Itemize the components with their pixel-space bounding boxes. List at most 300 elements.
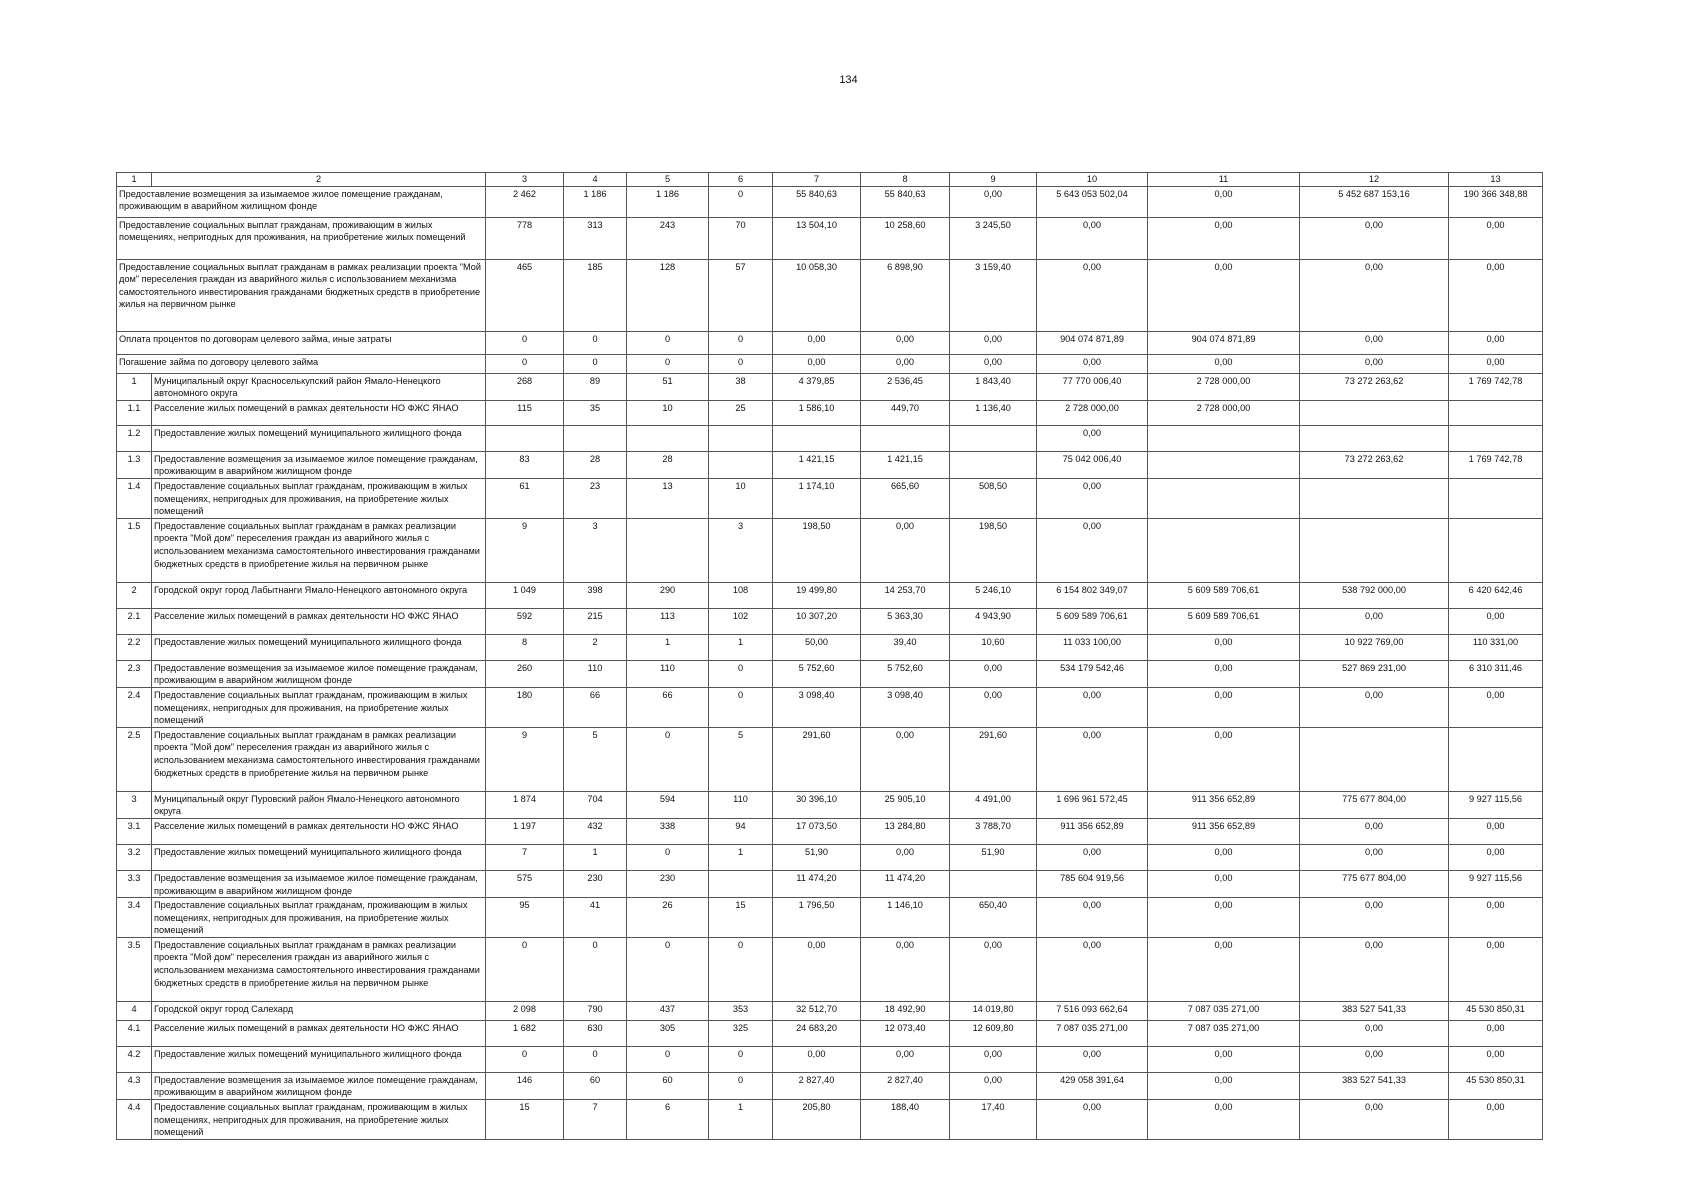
row-value: 0,00 bbox=[773, 354, 861, 373]
row-value: 592 bbox=[486, 608, 564, 634]
column-header: 11 bbox=[1148, 173, 1300, 187]
row-value: 785 604 919,56 bbox=[1037, 870, 1148, 897]
row-value: 41 bbox=[564, 898, 627, 938]
row-value: 0,00 bbox=[1300, 259, 1449, 331]
data-table bbox=[116, 172, 1543, 1140]
table-row bbox=[117, 354, 1543, 373]
row-value: 1 769 742,78 bbox=[1449, 451, 1543, 478]
row-value: 0,00 bbox=[950, 331, 1037, 354]
row-value: 198,50 bbox=[773, 518, 861, 582]
row-value: 0 bbox=[709, 660, 773, 687]
column-header: 1 bbox=[117, 173, 152, 187]
row-value: 1 bbox=[709, 634, 773, 660]
table-row bbox=[117, 425, 1543, 451]
table-row bbox=[117, 186, 1543, 217]
row-value: 45 530 850,31 bbox=[1449, 1001, 1543, 1020]
row-value: 32 512,70 bbox=[773, 1001, 861, 1020]
row-value: 5 bbox=[709, 727, 773, 791]
table-row bbox=[117, 634, 1543, 660]
column-header: 9 bbox=[950, 173, 1037, 187]
row-value: 0,00 bbox=[1449, 898, 1543, 938]
row-value: 911 356 652,89 bbox=[1148, 818, 1300, 844]
row-value: 1 769 742,78 bbox=[1449, 373, 1543, 400]
row-value: 0,00 bbox=[1300, 331, 1449, 354]
row-value: 75 042 006,40 bbox=[1037, 451, 1148, 478]
row-value: 0 bbox=[627, 937, 709, 1001]
row-code: 2.3 bbox=[117, 660, 152, 687]
row-name: Городской округ город Салехард bbox=[152, 1001, 486, 1020]
row-value: 0,00 bbox=[861, 844, 950, 870]
row-value: 0,00 bbox=[1148, 844, 1300, 870]
row-code: 3.2 bbox=[117, 844, 152, 870]
row-value bbox=[1148, 478, 1300, 518]
row-value: 50,00 bbox=[773, 634, 861, 660]
row-value: 7 087 035 271,00 bbox=[1148, 1020, 1300, 1046]
row-value: 0,00 bbox=[1148, 727, 1300, 791]
row-value: 0 bbox=[709, 937, 773, 1001]
row-value: 7 516 093 662,64 bbox=[1037, 1001, 1148, 1020]
row-value: 1 049 bbox=[486, 582, 564, 608]
row-name: Городской округ город Лабытнанги Ямало-Ненецкого автономного округа bbox=[152, 582, 486, 608]
row-value bbox=[1449, 727, 1543, 791]
row-value: 15 bbox=[486, 1100, 564, 1140]
row-value: 113 bbox=[627, 608, 709, 634]
row-value: 7 087 035 271,00 bbox=[1148, 1001, 1300, 1020]
row-value: 0,00 bbox=[1449, 1046, 1543, 1072]
row-value: 508,50 bbox=[950, 478, 1037, 518]
row-value: 325 bbox=[709, 1020, 773, 1046]
row-value: 5 bbox=[564, 727, 627, 791]
row-value: 0 bbox=[486, 331, 564, 354]
row-code: 1 bbox=[117, 373, 152, 400]
row-value: 7 087 035 271,00 bbox=[1037, 1020, 1148, 1046]
row-value: 10 922 769,00 bbox=[1300, 634, 1449, 660]
row-value: 18 492,90 bbox=[861, 1001, 950, 1020]
row-value: 19 499,80 bbox=[773, 582, 861, 608]
row-value: 45 530 850,31 bbox=[1449, 1072, 1543, 1099]
row-name: Муниципальный округ Пуровский район Ямало-Ненецкого автономного округа bbox=[152, 791, 486, 818]
row-code: 2.2 bbox=[117, 634, 152, 660]
row-value: 66 bbox=[564, 687, 627, 727]
row-value: 0,00 bbox=[1037, 478, 1148, 518]
row-value: 778 bbox=[486, 217, 564, 259]
row-value: 575 bbox=[486, 870, 564, 897]
row-value: 0,00 bbox=[950, 186, 1037, 217]
row-value: 1 874 bbox=[486, 791, 564, 818]
row-value bbox=[1148, 425, 1300, 451]
row-value: 0,00 bbox=[1449, 1100, 1543, 1140]
row-value: 180 bbox=[486, 687, 564, 727]
row-value: 904 074 871,89 bbox=[1037, 331, 1148, 354]
row-value: 1 696 961 572,45 bbox=[1037, 791, 1148, 818]
row-value bbox=[486, 425, 564, 451]
row-name: Предоставление социальных выплат гражданам, проживающим в жилых помещениях, непригодных для проживания, на приобретение жилых помещений bbox=[117, 217, 486, 259]
row-value: 0,00 bbox=[861, 354, 950, 373]
row-value: 0,00 bbox=[950, 687, 1037, 727]
row-value bbox=[709, 451, 773, 478]
row-value: 0,00 bbox=[950, 660, 1037, 687]
table-row bbox=[117, 259, 1543, 331]
row-value: 11 033 100,00 bbox=[1037, 634, 1148, 660]
row-code: 3.4 bbox=[117, 898, 152, 938]
row-value: 0 bbox=[486, 354, 564, 373]
row-value: 1 421,15 bbox=[773, 451, 861, 478]
row-name: Предоставление возмещения за изымаемое жилое помещение гражданам, проживающим в аварийном жилищном фонде bbox=[152, 1072, 486, 1099]
row-value: 0,00 bbox=[1449, 818, 1543, 844]
row-value bbox=[1300, 425, 1449, 451]
row-value: 291,60 bbox=[773, 727, 861, 791]
row-value: 0,00 bbox=[1300, 608, 1449, 634]
row-value: 313 bbox=[564, 217, 627, 259]
row-value: 57 bbox=[709, 259, 773, 331]
table-row bbox=[117, 1072, 1543, 1099]
row-value: 1 bbox=[627, 634, 709, 660]
row-name: Расселение жилых помещений в рамках деятельности НО ФЖС ЯНАО bbox=[152, 1020, 486, 1046]
row-value: 205,80 bbox=[773, 1100, 861, 1140]
row-name: Муниципальный округ Красноселькупский район Ямало-Ненецкого автономного округа bbox=[152, 373, 486, 400]
row-value: 630 bbox=[564, 1020, 627, 1046]
row-value: 5 752,60 bbox=[773, 660, 861, 687]
row-value: 1 136,40 bbox=[950, 400, 1037, 425]
row-value: 61 bbox=[486, 478, 564, 518]
row-value: 1 186 bbox=[627, 186, 709, 217]
row-name: Предоставление социальных выплат гражданам в рамках реализации проекта "Мой дом" переселения граждан из аварийного жилья с использованием механизма самостоятельного инвестирования гражданами бюджетных средств в приобретение жилья на первичном рынке bbox=[117, 259, 486, 331]
row-value: 0,00 bbox=[1148, 937, 1300, 1001]
row-value: 1 682 bbox=[486, 1020, 564, 1046]
row-name: Предоставление возмещения за изымаемое жилое помещение гражданам, проживающим в аварийном жилищном фонде bbox=[152, 451, 486, 478]
row-value bbox=[950, 425, 1037, 451]
row-value: 594 bbox=[627, 791, 709, 818]
row-code: 1.4 bbox=[117, 478, 152, 518]
row-name: Предоставление социальных выплат гражданам в рамках реализации проекта "Мой дом" переселения граждан из аварийного жилья с использованием механизма самостоятельного инвестирования гражданами бюджетных средств в приобретение жилья на первичном рынке bbox=[152, 937, 486, 1001]
row-value: 5 609 589 706,61 bbox=[1148, 608, 1300, 634]
row-value: 3 098,40 bbox=[773, 687, 861, 727]
row-value: 3 bbox=[709, 518, 773, 582]
row-name: Предоставление социальных выплат гражданам, проживающим в жилых помещениях, непригодных для проживания, на приобретение жилых помещений bbox=[152, 687, 486, 727]
row-value: 9 bbox=[486, 727, 564, 791]
table-row bbox=[117, 582, 1543, 608]
table-row bbox=[117, 898, 1543, 938]
row-value: 6 420 642,46 bbox=[1449, 582, 1543, 608]
row-value: 0,00 bbox=[773, 331, 861, 354]
row-value bbox=[1449, 478, 1543, 518]
row-value: 3 098,40 bbox=[861, 687, 950, 727]
row-value: 1 586,10 bbox=[773, 400, 861, 425]
row-value: 650,40 bbox=[950, 898, 1037, 938]
row-value: 534 179 542,46 bbox=[1037, 660, 1148, 687]
row-value: 0,00 bbox=[950, 1046, 1037, 1072]
row-value: 2 827,40 bbox=[773, 1072, 861, 1099]
row-value: 11 474,20 bbox=[773, 870, 861, 897]
row-value: 0,00 bbox=[1037, 518, 1148, 582]
row-value: 429 058 391,64 bbox=[1037, 1072, 1148, 1099]
row-value bbox=[950, 870, 1037, 897]
row-value: 290 bbox=[627, 582, 709, 608]
row-value: 5 452 687 153,16 bbox=[1300, 186, 1449, 217]
row-name: Предоставление жилых помещений муниципального жилищного фонда bbox=[152, 1046, 486, 1072]
row-name: Расселение жилых помещений в рамках деятельности НО ФЖС ЯНАО bbox=[152, 608, 486, 634]
row-value: 9 927 115,56 bbox=[1449, 870, 1543, 897]
row-value: 0,00 bbox=[1148, 1100, 1300, 1140]
table-row bbox=[117, 217, 1543, 259]
row-value: 14 019,80 bbox=[950, 1001, 1037, 1020]
row-name: Предоставление жилых помещений муниципального жилищного фонда bbox=[152, 844, 486, 870]
row-name: Предоставление социальных выплат гражданам, проживающим в жилых помещениях, непригодных для проживания, на приобретение жилых помещений bbox=[152, 1100, 486, 1140]
row-value: 73 272 263,62 bbox=[1300, 451, 1449, 478]
row-value: 0,00 bbox=[1148, 870, 1300, 897]
row-code: 4.1 bbox=[117, 1020, 152, 1046]
row-value: 28 bbox=[564, 451, 627, 478]
row-value: 0,00 bbox=[1037, 354, 1148, 373]
row-value: 1 bbox=[709, 1100, 773, 1140]
row-value: 911 356 652,89 bbox=[1148, 791, 1300, 818]
row-value: 11 474,20 bbox=[861, 870, 950, 897]
row-value: 1 421,15 bbox=[861, 451, 950, 478]
column-header: 10 bbox=[1037, 173, 1148, 187]
row-value bbox=[861, 425, 950, 451]
row-value: 0,00 bbox=[1037, 844, 1148, 870]
table-row bbox=[117, 400, 1543, 425]
row-value: 13 bbox=[627, 478, 709, 518]
row-value: 110 bbox=[627, 660, 709, 687]
table-row bbox=[117, 660, 1543, 687]
row-value: 15 bbox=[709, 898, 773, 938]
row-value: 10 bbox=[627, 400, 709, 425]
row-value: 0,00 bbox=[1449, 331, 1543, 354]
row-value: 0 bbox=[627, 727, 709, 791]
row-value bbox=[1300, 727, 1449, 791]
row-value: 0,00 bbox=[1037, 898, 1148, 938]
row-code: 2.5 bbox=[117, 727, 152, 791]
column-header: 2 bbox=[152, 173, 486, 187]
row-value: 110 bbox=[709, 791, 773, 818]
row-value: 0,00 bbox=[861, 727, 950, 791]
row-value: 0,00 bbox=[1148, 186, 1300, 217]
row-value: 437 bbox=[627, 1001, 709, 1020]
row-value: 51,90 bbox=[773, 844, 861, 870]
row-value: 0,00 bbox=[1148, 217, 1300, 259]
row-value: 39,40 bbox=[861, 634, 950, 660]
row-value: 0,00 bbox=[1449, 217, 1543, 259]
table-row bbox=[117, 1020, 1543, 1046]
column-header: 8 bbox=[861, 173, 950, 187]
row-value: 1 174,10 bbox=[773, 478, 861, 518]
row-value: 0,00 bbox=[1300, 818, 1449, 844]
row-value: 0,00 bbox=[1148, 898, 1300, 938]
row-value: 17,40 bbox=[950, 1100, 1037, 1140]
row-value: 5 246,10 bbox=[950, 582, 1037, 608]
row-code: 3.5 bbox=[117, 937, 152, 1001]
row-value bbox=[1449, 518, 1543, 582]
row-value: 0,00 bbox=[1037, 727, 1148, 791]
row-name: Предоставление жилых помещений муниципального жилищного фонда bbox=[152, 425, 486, 451]
row-value: 13 504,10 bbox=[773, 217, 861, 259]
row-value: 465 bbox=[486, 259, 564, 331]
row-value: 911 356 652,89 bbox=[1037, 818, 1148, 844]
row-value: 5 609 589 706,61 bbox=[1037, 608, 1148, 634]
row-name: Погашение займа по договору целевого займа bbox=[117, 354, 486, 373]
row-value: 538 792 000,00 bbox=[1300, 582, 1449, 608]
row-value: 383 527 541,33 bbox=[1300, 1072, 1449, 1099]
row-value: 115 bbox=[486, 400, 564, 425]
row-name: Предоставление жилых помещений муниципального жилищного фонда bbox=[152, 634, 486, 660]
row-value: 4 379,85 bbox=[773, 373, 861, 400]
row-code: 2.1 bbox=[117, 608, 152, 634]
row-code: 1.1 bbox=[117, 400, 152, 425]
row-name: Предоставление социальных выплат гражданам в рамках реализации проекта "Мой дом" переселения граждан из аварийного жилья с использованием механизма самостоятельного инвестирования гражданами бюджетных средств в приобретение жилья на первичном рынке bbox=[152, 727, 486, 791]
row-value: 5 752,60 bbox=[861, 660, 950, 687]
row-value: 66 bbox=[627, 687, 709, 727]
row-value: 77 770 006,40 bbox=[1037, 373, 1148, 400]
row-value: 3 245,50 bbox=[950, 217, 1037, 259]
row-value: 0,00 bbox=[861, 518, 950, 582]
row-value: 0,00 bbox=[1148, 354, 1300, 373]
row-value: 0,00 bbox=[1449, 259, 1543, 331]
row-value: 95 bbox=[486, 898, 564, 938]
row-value: 0,00 bbox=[1300, 898, 1449, 938]
row-value: 0 bbox=[627, 1046, 709, 1072]
table-row bbox=[117, 844, 1543, 870]
row-value: 3 159,40 bbox=[950, 259, 1037, 331]
row-value: 0,00 bbox=[1300, 687, 1449, 727]
row-value: 0,00 bbox=[861, 331, 950, 354]
row-value: 24 683,20 bbox=[773, 1020, 861, 1046]
row-value: 0,00 bbox=[1449, 844, 1543, 870]
row-value: 449,70 bbox=[861, 400, 950, 425]
column-header: 4 bbox=[564, 173, 627, 187]
row-value: 0,00 bbox=[1037, 259, 1148, 331]
row-value: 28 bbox=[627, 451, 709, 478]
row-value: 185 bbox=[564, 259, 627, 331]
row-value: 527 869 231,00 bbox=[1300, 660, 1449, 687]
row-value: 398 bbox=[564, 582, 627, 608]
row-value: 60 bbox=[627, 1072, 709, 1099]
row-value bbox=[627, 425, 709, 451]
row-value: 2 098 bbox=[486, 1001, 564, 1020]
row-value: 432 bbox=[564, 818, 627, 844]
row-value: 2 462 bbox=[486, 186, 564, 217]
row-value: 51 bbox=[627, 373, 709, 400]
row-value: 0,00 bbox=[1148, 1072, 1300, 1099]
row-value: 190 366 348,88 bbox=[1449, 186, 1543, 217]
row-value: 243 bbox=[627, 217, 709, 259]
row-value: 51,90 bbox=[950, 844, 1037, 870]
row-value: 0 bbox=[627, 354, 709, 373]
row-value: 12 609,80 bbox=[950, 1020, 1037, 1046]
row-value: 1 197 bbox=[486, 818, 564, 844]
row-value: 2 728 000,00 bbox=[1148, 373, 1300, 400]
row-value: 0,00 bbox=[1300, 1046, 1449, 1072]
row-value: 790 bbox=[564, 1001, 627, 1020]
row-value: 0,00 bbox=[1449, 354, 1543, 373]
table-row bbox=[117, 791, 1543, 818]
row-value: 0,00 bbox=[1037, 687, 1148, 727]
row-value: 10 058,30 bbox=[773, 259, 861, 331]
row-value: 0 bbox=[486, 1046, 564, 1072]
row-code: 3.3 bbox=[117, 870, 152, 897]
row-value: 0 bbox=[709, 1046, 773, 1072]
row-value: 230 bbox=[627, 870, 709, 897]
row-value: 0,00 bbox=[1300, 1020, 1449, 1046]
row-value: 2 827,40 bbox=[861, 1072, 950, 1099]
table-row bbox=[117, 687, 1543, 727]
row-value: 0,00 bbox=[1148, 259, 1300, 331]
row-value bbox=[773, 425, 861, 451]
row-code: 1.2 bbox=[117, 425, 152, 451]
row-value: 1 796,50 bbox=[773, 898, 861, 938]
table-row bbox=[117, 608, 1543, 634]
row-value bbox=[709, 425, 773, 451]
row-value: 70 bbox=[709, 217, 773, 259]
table-row bbox=[117, 373, 1543, 400]
row-value: 2 728 000,00 bbox=[1037, 400, 1148, 425]
row-value: 0,00 bbox=[950, 354, 1037, 373]
row-value bbox=[950, 451, 1037, 478]
row-value: 0,00 bbox=[1037, 1100, 1148, 1140]
row-value: 0,00 bbox=[1449, 687, 1543, 727]
row-name: Предоставление социальных выплат гражданам, проживающим в жилых помещениях, непригодных для проживания, на приобретение жилых помещений bbox=[152, 898, 486, 938]
row-value: 0 bbox=[627, 331, 709, 354]
row-value bbox=[1449, 400, 1543, 425]
row-value: 3 788,70 bbox=[950, 818, 1037, 844]
row-value: 4 943,90 bbox=[950, 608, 1037, 634]
row-code: 3 bbox=[117, 791, 152, 818]
page-number: 134 bbox=[839, 74, 858, 86]
column-header: 13 bbox=[1449, 173, 1543, 187]
row-value: 1 843,40 bbox=[950, 373, 1037, 400]
row-value: 146 bbox=[486, 1072, 564, 1099]
row-value: 102 bbox=[709, 608, 773, 634]
row-value: 73 272 263,62 bbox=[1300, 373, 1449, 400]
row-value: 10 bbox=[709, 478, 773, 518]
row-value: 904 074 871,89 bbox=[1148, 331, 1300, 354]
row-value: 38 bbox=[709, 373, 773, 400]
row-value: 353 bbox=[709, 1001, 773, 1020]
row-code: 4 bbox=[117, 1001, 152, 1020]
row-value: 4 491,00 bbox=[950, 791, 1037, 818]
row-value: 6 898,90 bbox=[861, 259, 950, 331]
row-value: 0,00 bbox=[1449, 937, 1543, 1001]
row-value: 17 073,50 bbox=[773, 818, 861, 844]
row-value bbox=[1300, 478, 1449, 518]
row-value: 0 bbox=[486, 937, 564, 1001]
row-value: 83 bbox=[486, 451, 564, 478]
column-header: 7 bbox=[773, 173, 861, 187]
row-code: 2 bbox=[117, 582, 152, 608]
row-name: Предоставление социальных выплат гражданам, проживающим в жилых помещениях, непригодных для проживания, на приобретение жилых помещений bbox=[152, 478, 486, 518]
row-value: 94 bbox=[709, 818, 773, 844]
row-value bbox=[627, 518, 709, 582]
row-value: 14 253,70 bbox=[861, 582, 950, 608]
column-header: 5 bbox=[627, 173, 709, 187]
row-value: 0,00 bbox=[1449, 1020, 1543, 1046]
row-value: 6 154 802 349,07 bbox=[1037, 582, 1148, 608]
column-header: 3 bbox=[486, 173, 564, 187]
row-value: 0,00 bbox=[1148, 687, 1300, 727]
row-value: 5 363,30 bbox=[861, 608, 950, 634]
table-row bbox=[117, 727, 1543, 791]
row-value: 60 bbox=[564, 1072, 627, 1099]
row-code: 3.1 bbox=[117, 818, 152, 844]
row-value: 89 bbox=[564, 373, 627, 400]
row-value bbox=[1449, 425, 1543, 451]
row-value: 25 905,10 bbox=[861, 791, 950, 818]
row-name: Расселение жилых помещений в рамках деятельности НО ФЖС ЯНАО bbox=[152, 400, 486, 425]
table-body bbox=[117, 173, 1543, 1140]
row-value: 5 643 053 502,04 bbox=[1037, 186, 1148, 217]
row-value: 9 927 115,56 bbox=[1449, 791, 1543, 818]
row-value: 55 840,63 bbox=[773, 186, 861, 217]
